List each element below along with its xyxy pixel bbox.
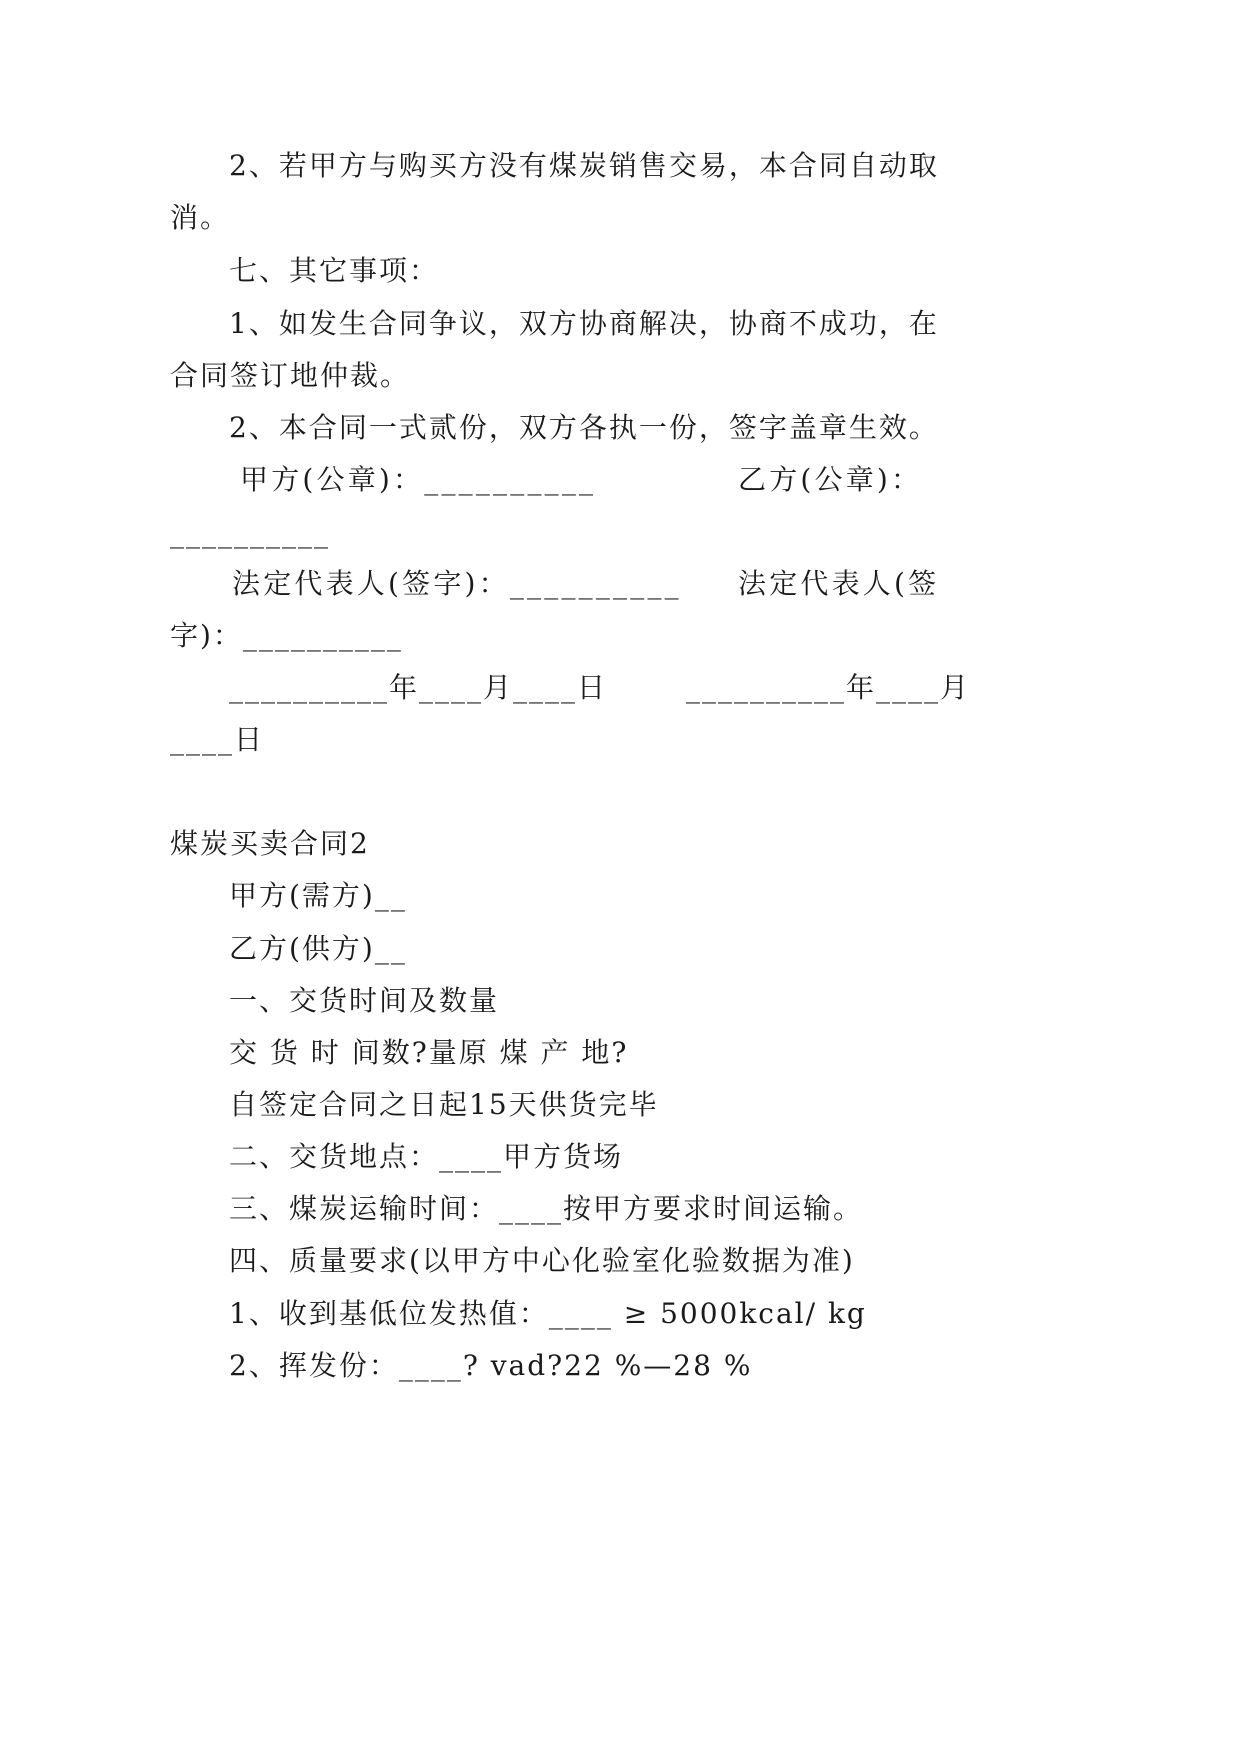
contract2-party-b: 乙方(供方)__ bbox=[229, 932, 407, 965]
rep-a-signature: 法定代表人(签字)：__________ bbox=[232, 567, 682, 600]
contract2-table-header: 交 货 时 间数?量原 煤 产 地? bbox=[229, 1036, 629, 1069]
clause6-item2-line2: 消。 bbox=[170, 201, 231, 234]
clause7-heading: 七、其它事项： bbox=[229, 254, 440, 287]
rep-b-signature-line2: 字)：__________ bbox=[170, 619, 403, 652]
contract2-title: 煤炭买卖合同2 bbox=[170, 827, 370, 860]
contract2-delivery-time: 自签定合同之日起15天供货完毕 bbox=[229, 1088, 659, 1121]
rep-b-signature-line1: 法定代表人(签 bbox=[738, 567, 940, 600]
contract2-quality-item1: 1、收到基低位发热值：____ ≥ 5000kcal/ kg bbox=[229, 1297, 867, 1330]
clause7-item1-line1: 1、如发生合同争议，双方协商解决，协商不成功，在 bbox=[229, 307, 939, 340]
contract2-quality-item2: 2、挥发份：____? vad?22 %—28 % bbox=[229, 1349, 753, 1382]
date-b-line1: __________年____月 bbox=[686, 671, 971, 704]
contract2-section4: 四、质量要求(以甲方中心化验室化验数据为准) bbox=[229, 1244, 855, 1277]
contract2-section2: 二、交货地点：____甲方货场 bbox=[229, 1140, 624, 1173]
party-b-seal: 乙方(公章)： bbox=[738, 463, 923, 496]
clause7-item1-line2: 合同签订地仲裁。 bbox=[170, 359, 411, 392]
contract2-section3: 三、煤炭运输时间：____按甲方要求时间运输。 bbox=[229, 1192, 864, 1225]
contract2-party-a: 甲方(需方)__ bbox=[229, 879, 407, 912]
date-b-line2: ____日 bbox=[170, 723, 265, 756]
party-b-seal-blank: __________ bbox=[170, 516, 330, 549]
date-a: __________年____月____日 bbox=[229, 671, 608, 704]
clause6-item2-line1: 2、若甲方与购买方没有煤炭销售交易，本合同自动取 bbox=[229, 149, 939, 182]
party-a-seal: 甲方(公章)：__________ bbox=[240, 463, 597, 496]
contract2-section1: 一、交货时间及数量 bbox=[229, 984, 500, 1017]
clause7-item2: 2、本合同一式贰份，双方各执一份，签字盖章生效。 bbox=[229, 411, 939, 444]
